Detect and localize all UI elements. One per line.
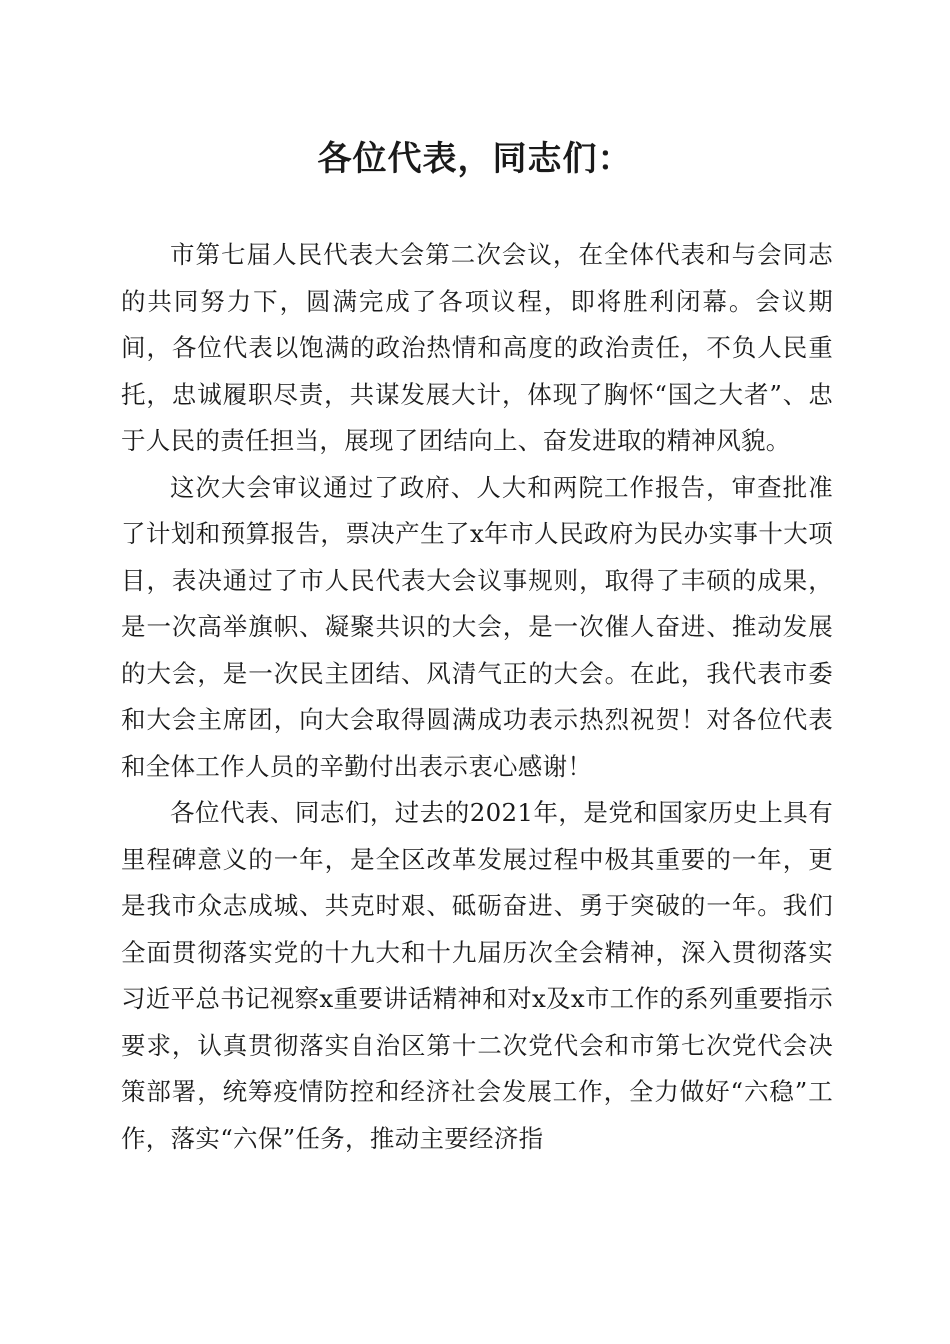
paragraph-1: 市第七届人民代表大会第二次会议，在全体代表和与会同志的共同努力下，圆满完成了各项议程，即将胜利闭幕。会议期间，各位代表以饱满的政治热情和高度的政治责任，不负人民重托，忠诚履职尽责，共谋发展大计，体现了胸怀“国之大者”、忠于人民的责任担当，展现了团结向上、奋发进取的精神风貌。 — [121, 240, 833, 455]
document-title: 各位代表，同志们： — [317, 139, 633, 179]
paragraph-2: 这次大会审议通过了政府、人大和两院工作报告，审查批准了计划和预算报告，票决产生了x年市人民政府为民办实事十大项目，表决通过了市人民代表大会议事规则，取得了丰硕的成果，是一次高举旗帜、凝聚共识的大会，是一次催人奋进、推动发展的大会，是一次民主团结、风清气正的大会。在此，我代表市委和大会主席团，向大会取得圆满成功表示热烈祝贺！对各位代表和全体工作人员的辛勤付出表示衷心感谢！ — [121, 472, 833, 781]
paragraph-3: 各位代表、同志们，过去的2021年，是党和国家历史上具有里程碑意义的一年，是全区改革发展过程中极其重要的一年，更是我市众志成城、共克时艰、砥砺奋进、勇于突破的一年。我们全面贯彻落实党的十九大和十九届历次全会精神，深入贯彻落实习近平总书记视察x重要讲话精神和对x及x市工作的系列重要指示要求，认真贯彻落实自治区第十二次党代会和市第七次党代会决策部署，统筹疫情防控和经济社会发展工作，全力做好“六稳”工作，落实“六保”任务，推动主要经济指 — [121, 798, 833, 1153]
document-body — [121, 232, 833, 1162]
